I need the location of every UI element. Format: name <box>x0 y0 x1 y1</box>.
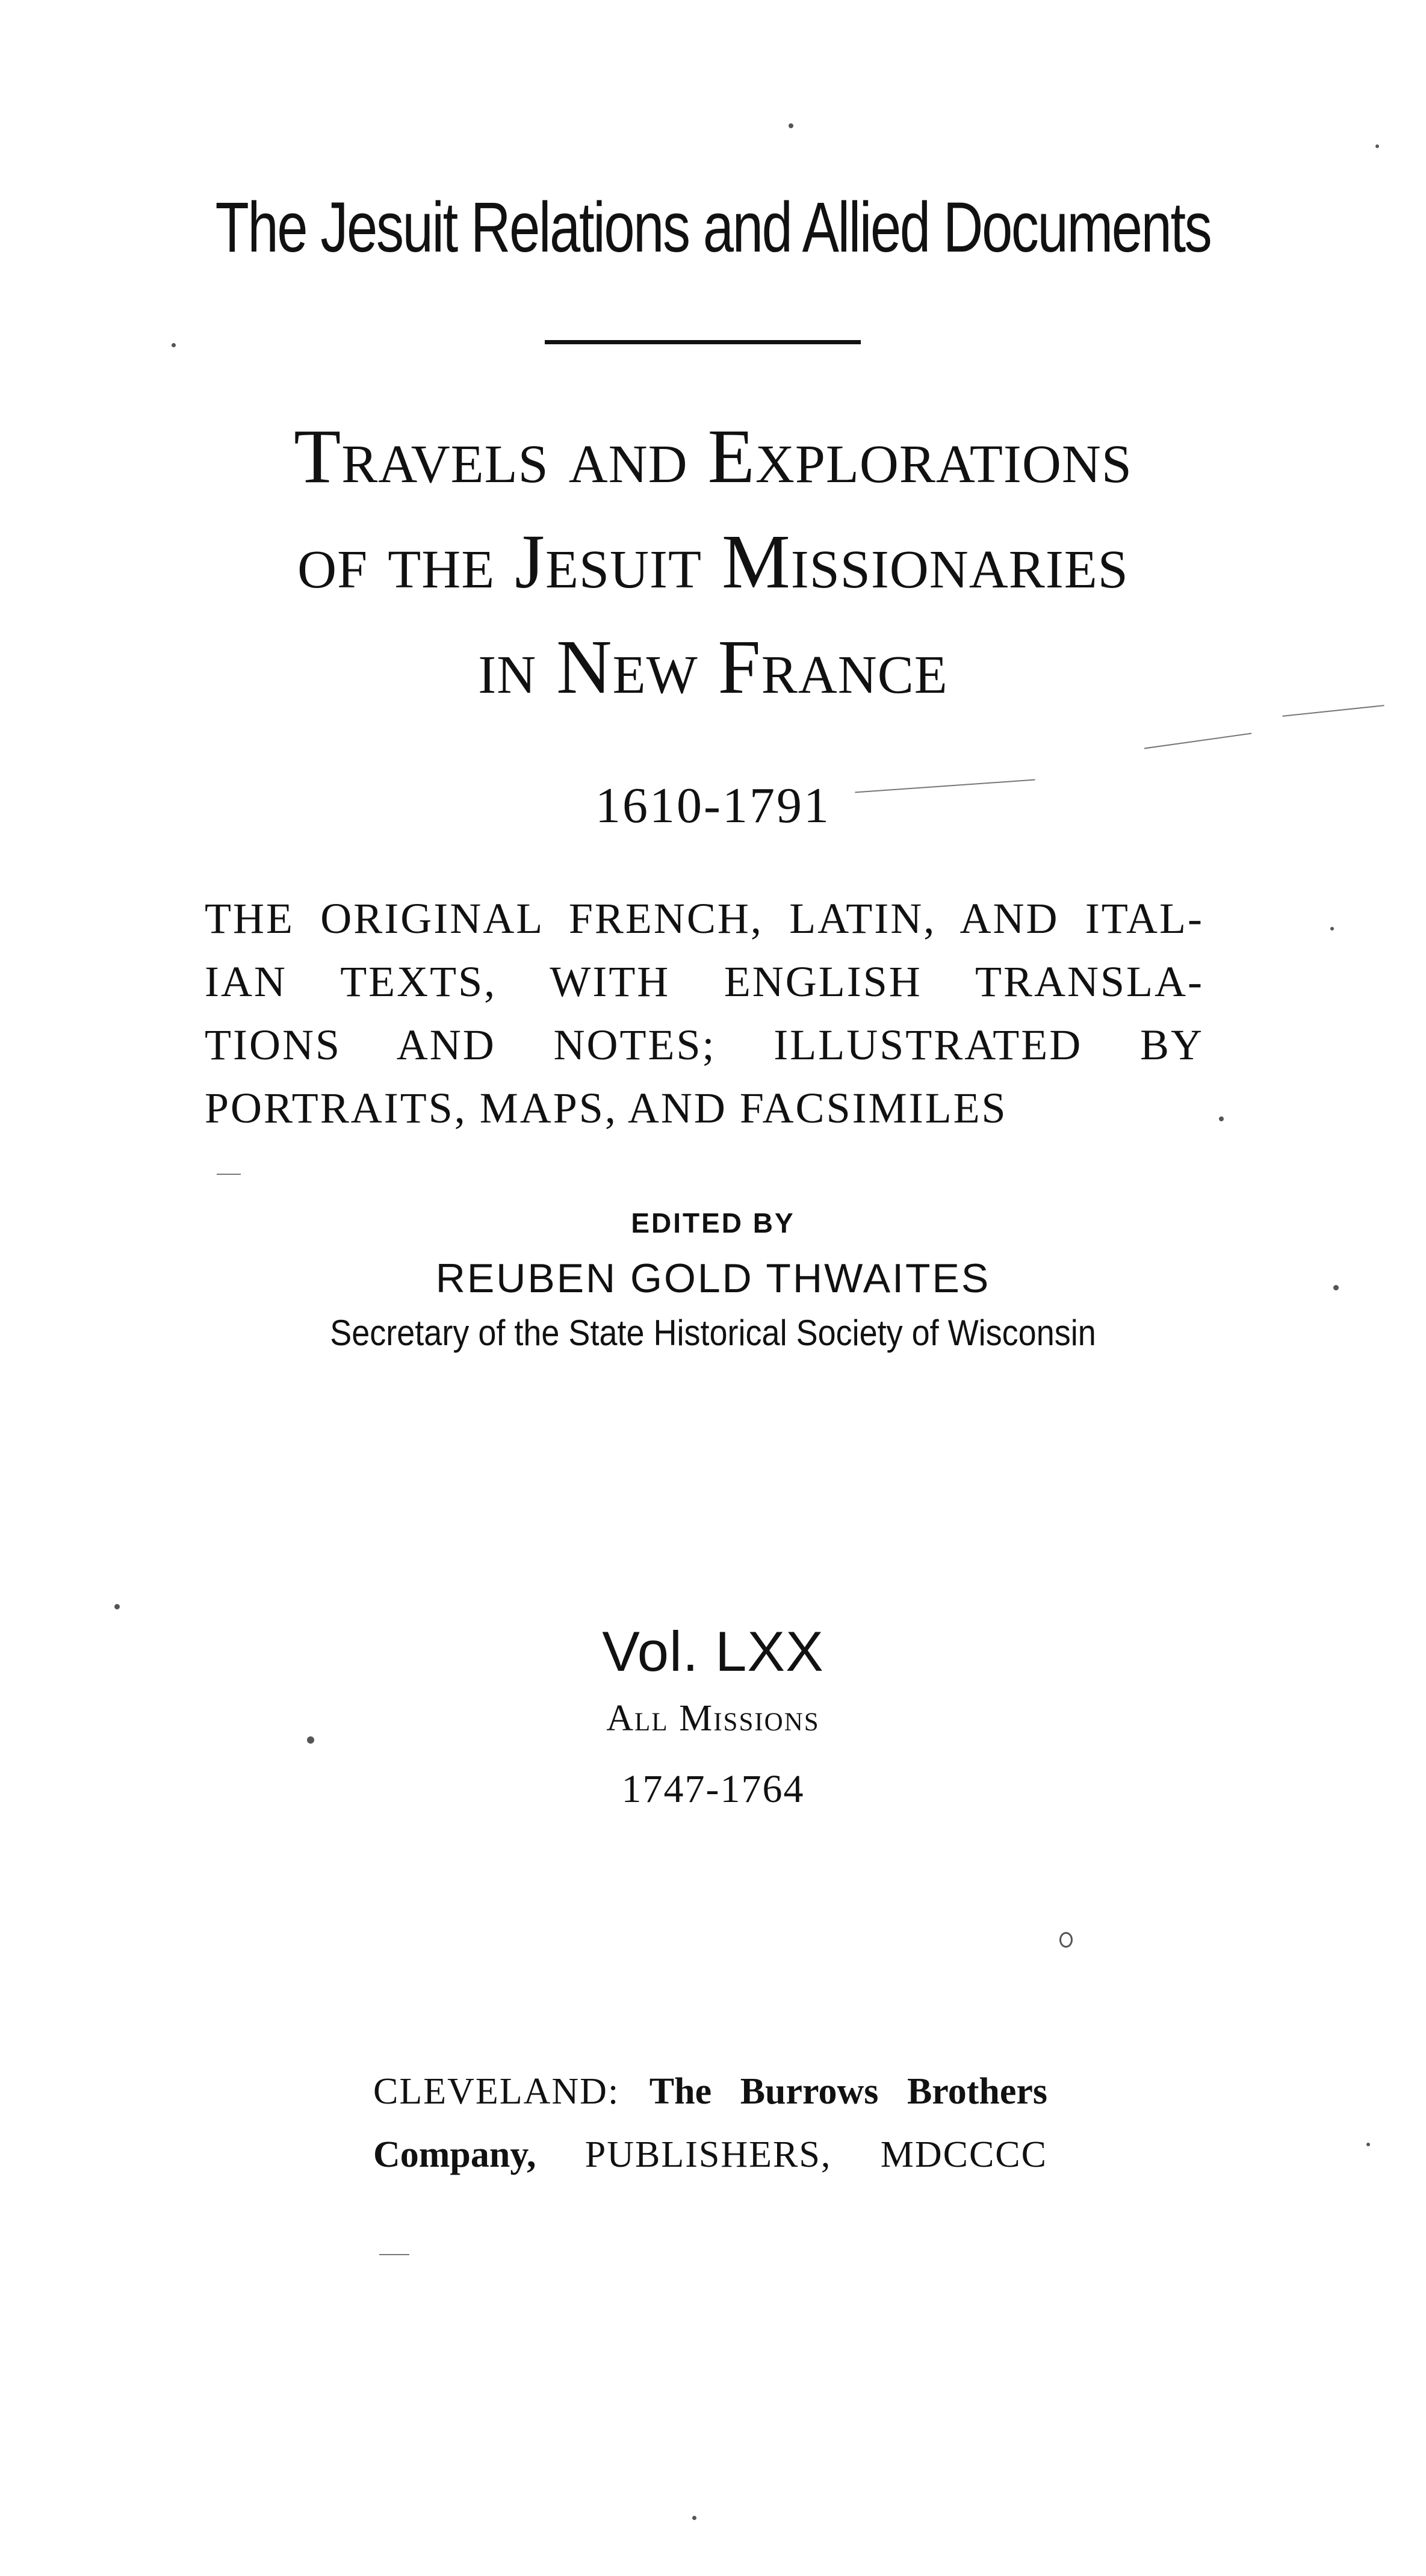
description-line-1: THE ORIGINAL FRENCH, LATIN, AND ITAL- <box>205 894 1204 943</box>
main-title-line-2: of the Jesuit Missionaries <box>297 519 1129 604</box>
description-line-3: TIONS AND NOTES; ILLUSTRATED BY <box>205 1021 1204 1069</box>
date-range: 1610-1791 <box>595 778 831 834</box>
scan-speck <box>172 343 176 347</box>
scan-speck <box>1059 1932 1073 1948</box>
volume-number: Vol. LXX <box>602 1620 824 1683</box>
scan-dash <box>379 2254 409 2255</box>
volume-subtitle: All Missions <box>606 1698 820 1739</box>
imprint-publisher-company: Company, <box>373 2134 536 2175</box>
scan-speck <box>1366 2143 1370 2146</box>
imprint-publishers-label: PUBLISHERS, <box>584 2134 832 2175</box>
scan-speck <box>1333 1285 1339 1290</box>
scan-dash <box>217 1174 241 1175</box>
imprint-year: MDCCCC <box>880 2134 1048 2175</box>
scan-speck <box>307 1736 314 1744</box>
imprint-line-1 <box>373 2070 1047 2113</box>
title-rule <box>545 340 861 344</box>
scan-speck <box>114 1604 120 1609</box>
volume-years: 1747-1764 <box>621 1767 805 1811</box>
scan-speck <box>1219 1116 1224 1121</box>
description-line-4: PORTRAITS, MAPS, AND FACSIMILES <box>205 1084 1008 1132</box>
scan-speck <box>789 123 793 128</box>
series-title: The Jesuit Relations and Allied Documents <box>215 188 1211 267</box>
scan-dash <box>1144 732 1252 749</box>
editor-role: Secretary of the State Historical Society of Wisconsin <box>330 1313 1096 1353</box>
editor-name: REUBEN GOLD THWAITES <box>435 1255 991 1301</box>
main-title-line-3: in New France <box>478 624 948 710</box>
description-line-2: IAN TEXTS, WITH ENGLISH TRANSLA- <box>205 958 1204 1006</box>
scan-speck <box>1375 144 1379 148</box>
edited-by-label: EDITED BY <box>631 1207 795 1239</box>
scan-speck <box>1330 927 1334 930</box>
scan-speck <box>692 2516 696 2520</box>
main-title-line-1: Travels and Explorations <box>294 413 1132 499</box>
imprint-publisher-name: The Burrows Brothers <box>649 2071 1047 2112</box>
imprint-line-2 <box>373 2134 1047 2176</box>
imprint-city: CLEVELAND: <box>373 2071 620 2112</box>
